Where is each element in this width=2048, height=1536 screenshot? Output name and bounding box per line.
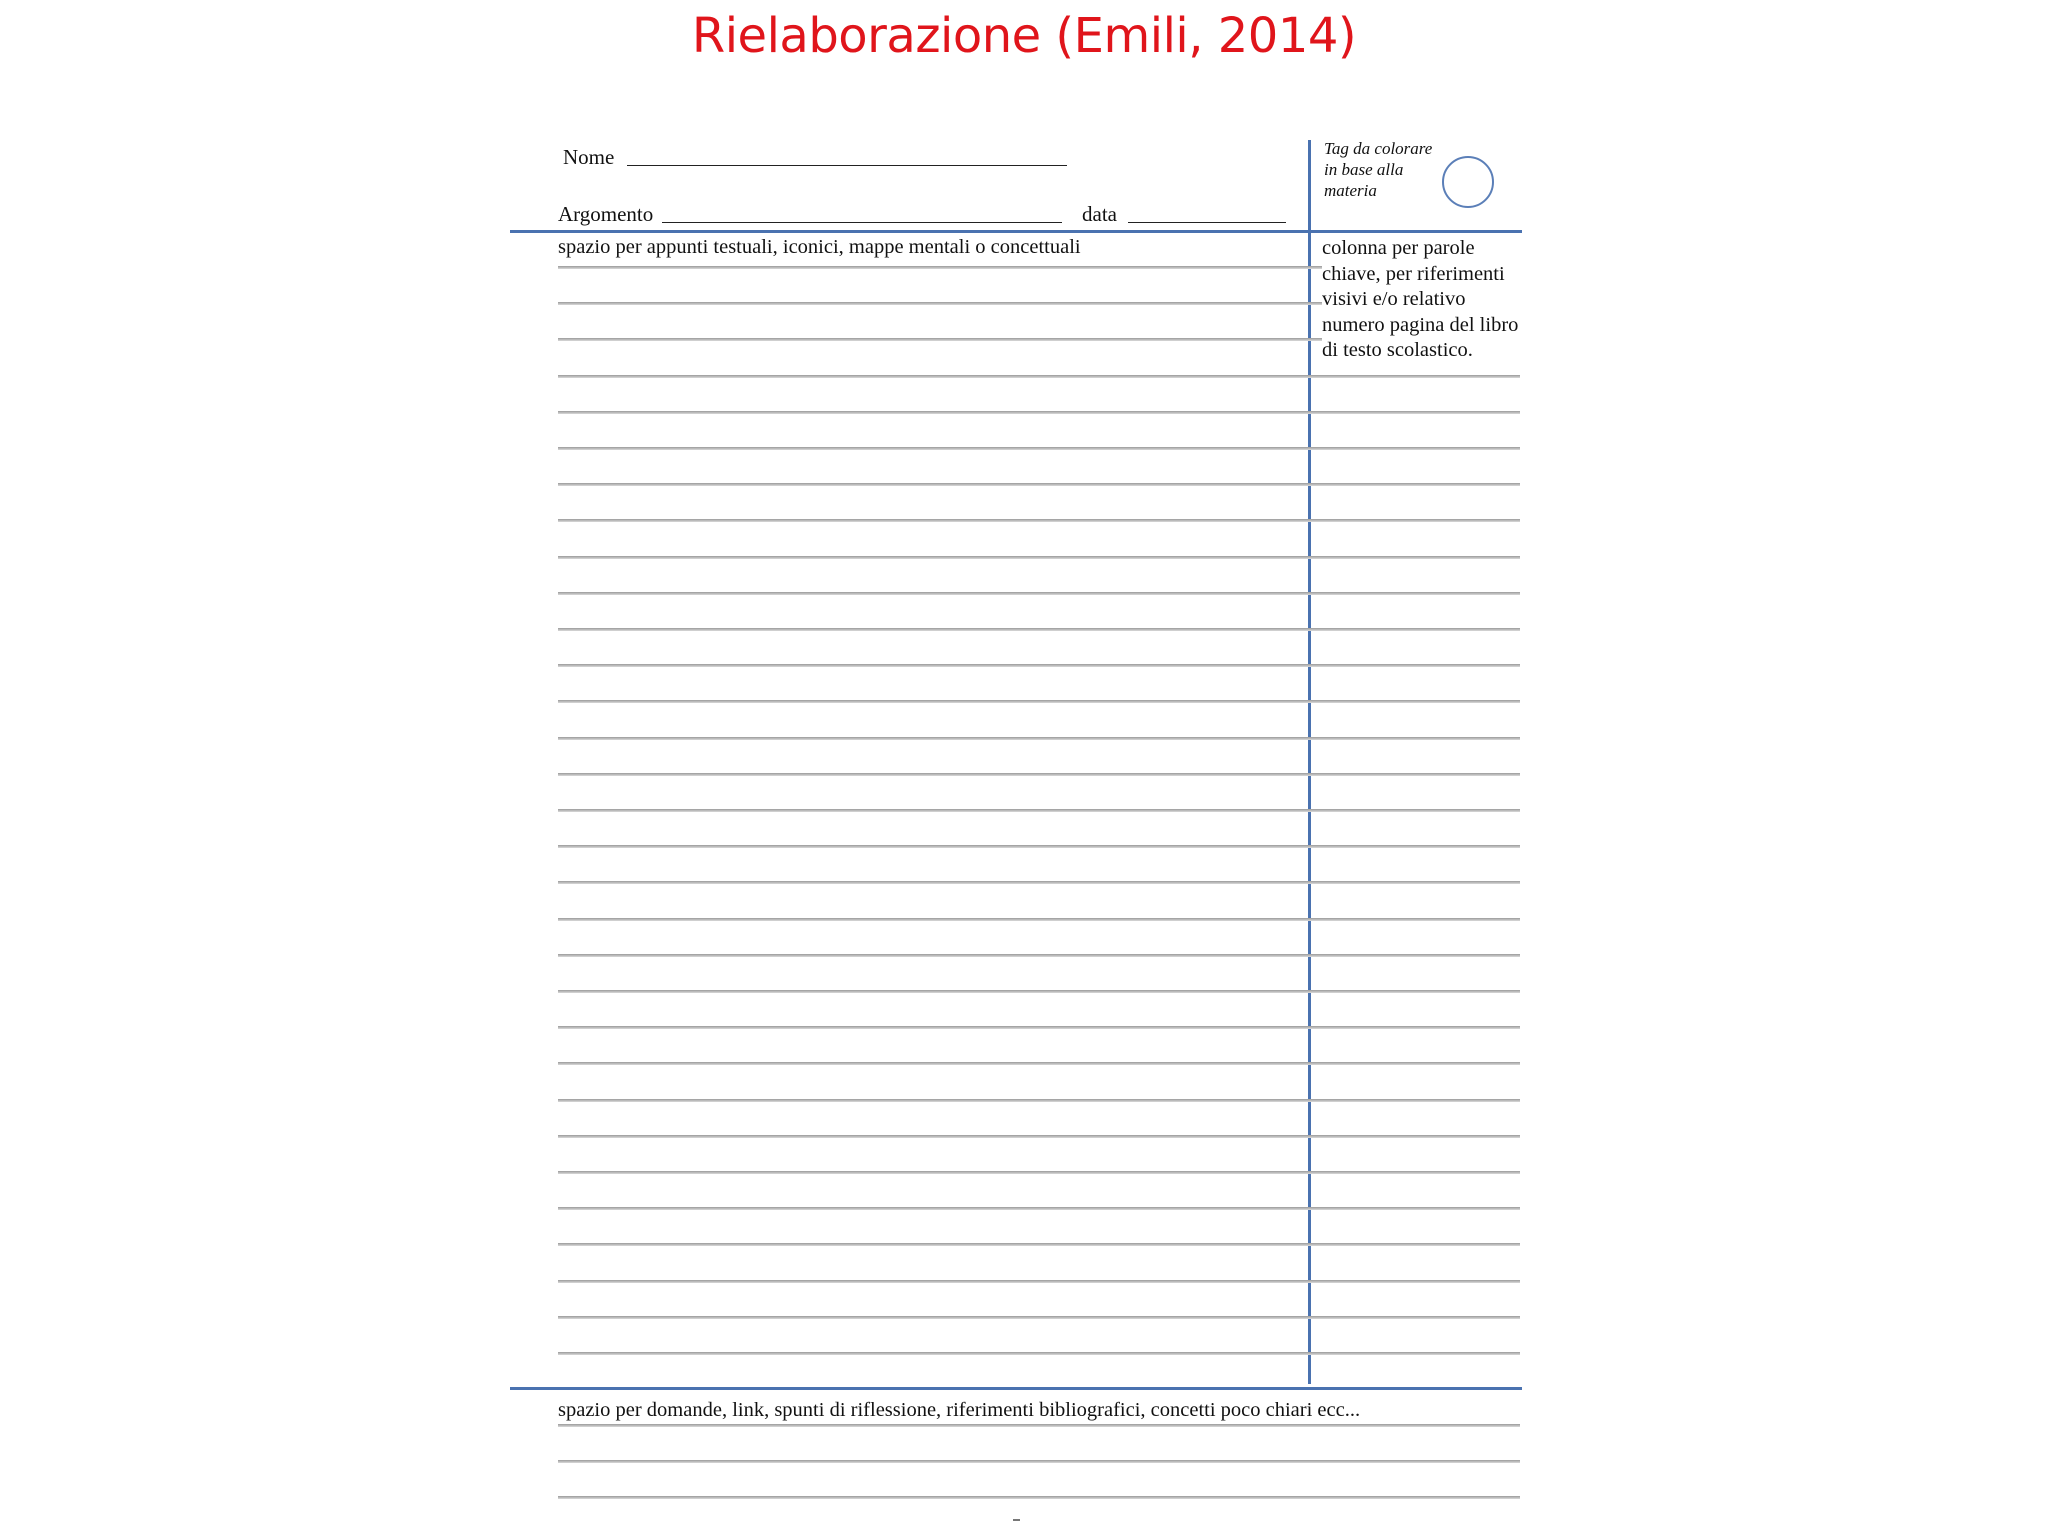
ruled-line bbox=[558, 592, 1520, 595]
page-mark bbox=[1013, 1519, 1020, 1521]
ruled-line bbox=[558, 1026, 1520, 1029]
nome-field[interactable] bbox=[627, 165, 1067, 166]
summary-area-label: spazio per domande, link, spunti di riflessione, riferimenti bibliografici, concetti poco chiari ecc... bbox=[558, 1399, 1361, 1421]
ruled-line bbox=[558, 483, 1520, 486]
notes-area-label: spazio per appunti testuali, iconici, mappe mentali o concettuali bbox=[558, 236, 1081, 258]
summary-divider bbox=[510, 1387, 1522, 1390]
ruled-line bbox=[558, 1280, 1520, 1283]
ruled-line bbox=[558, 918, 1520, 921]
ruled-line bbox=[558, 700, 1520, 703]
data-label: data bbox=[1082, 202, 1117, 226]
ruled-line bbox=[558, 1207, 1520, 1210]
ruled-line bbox=[558, 1171, 1520, 1174]
page-title: Rielaborazione (Emili, 2014) bbox=[691, 8, 1357, 64]
ruled-line bbox=[558, 1135, 1520, 1138]
tag-note: Tag da colorare in base alla materia bbox=[1324, 139, 1433, 200]
argomento-field[interactable] bbox=[662, 222, 1062, 223]
ruled-line bbox=[558, 1062, 1520, 1065]
ruled-line bbox=[558, 1099, 1520, 1102]
ruled-line bbox=[558, 447, 1520, 450]
ruled-line bbox=[558, 1424, 1520, 1427]
ruled-line bbox=[558, 773, 1520, 776]
argomento-label: Argomento bbox=[558, 202, 654, 226]
ruled-line bbox=[558, 519, 1520, 522]
color-tag-circle[interactable] bbox=[1442, 156, 1494, 208]
keyword-column-text: colonna per parole chiave, per riferimenti visivi e/o relativo numero pagina del libro di testo scolastico. bbox=[1322, 236, 1522, 364]
ruled-line bbox=[558, 954, 1520, 957]
ruled-line bbox=[558, 1243, 1520, 1246]
header-divider bbox=[510, 230, 1522, 233]
ruled-line bbox=[558, 1496, 1520, 1499]
ruled-line bbox=[558, 990, 1520, 993]
ruled-line bbox=[558, 809, 1520, 812]
ruled-line bbox=[558, 411, 1520, 414]
ruled-line bbox=[558, 1352, 1520, 1355]
nome-label: Nome bbox=[563, 145, 615, 169]
keyword-column-divider bbox=[1308, 140, 1311, 1384]
ruled-line bbox=[558, 556, 1520, 559]
ruled-line bbox=[558, 1316, 1520, 1319]
ruled-line bbox=[558, 375, 1520, 378]
ruled-line bbox=[558, 737, 1520, 740]
ruled-line bbox=[558, 628, 1520, 631]
data-field[interactable] bbox=[1128, 222, 1286, 223]
ruled-line bbox=[558, 664, 1520, 667]
ruled-line bbox=[558, 845, 1520, 848]
ruled-line bbox=[558, 1460, 1520, 1463]
ruled-line bbox=[558, 881, 1520, 884]
